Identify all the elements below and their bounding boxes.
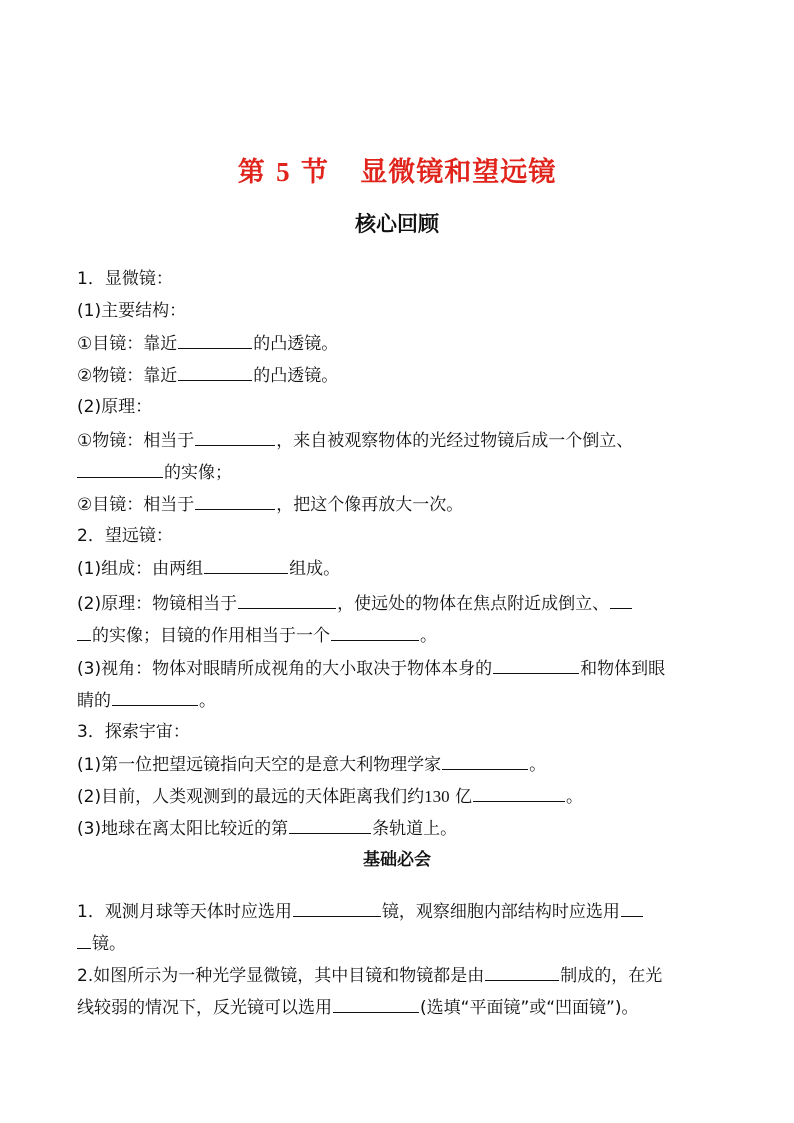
answer-blank[interactable] <box>442 753 528 770</box>
q1-principle-objective-line <box>77 429 633 452</box>
answer-blank[interactable] <box>473 785 565 802</box>
q1-objective-tail: 的凸透镜。 <box>253 366 339 386</box>
answer-blank[interactable] <box>77 932 91 949</box>
q3-orbit-text: (3)地球在离太阳比较近的第 <box>77 819 289 839</box>
answer-blank[interactable] <box>178 364 252 381</box>
q2-principle-line <box>77 592 633 615</box>
basic-q1-tail: 镜。 <box>92 934 126 954</box>
answer-blank[interactable] <box>485 964 559 981</box>
q3-distance-unit: 亿 <box>455 787 472 807</box>
q2-visual-angle-text: (3)视角：物体对眼睛所成视角的大小取决于物体本身的 <box>77 659 493 679</box>
basic-q1-line <box>77 900 644 923</box>
q2-principle-cont-text: 的实像；目镜的作用相当于一个 <box>92 626 330 646</box>
q2-visual-angle-tail: 和物体到眼 <box>580 659 666 679</box>
q3-distance-number: 130 <box>424 787 450 806</box>
q1-heading: 1．显微镜： <box>77 269 173 289</box>
basic-q1-text: 1．观测月球等天体时应选用 <box>77 902 292 922</box>
q2-principle-cont-tail: 。 <box>420 626 437 646</box>
q2-visual-angle-cont <box>77 689 216 712</box>
title-suffix: 节 <box>301 157 330 188</box>
q3-orbit-tail: 条轨道上。 <box>372 819 458 839</box>
q2-heading: 2．望远镜： <box>77 526 173 546</box>
section-heading-core: 核心回顾 <box>355 212 439 236</box>
q1-principle-objective-cont <box>77 461 232 484</box>
basic-q1-mid: 镜，观察细胞内部结构时应选用 <box>381 902 620 922</box>
basic-q2-cont-tail: (选填“平面镜”或“凹面镜”)。 <box>420 998 639 1018</box>
answer-blank[interactable] <box>621 900 643 917</box>
answer-blank[interactable] <box>204 557 288 574</box>
answer-blank[interactable] <box>238 592 336 609</box>
answer-blank[interactable] <box>112 689 198 706</box>
title-number: 5 <box>276 157 291 187</box>
q1-eyepiece-tail: 的凸透镜。 <box>253 334 339 354</box>
q2-composition-line <box>77 557 340 580</box>
q3-distance-tail: 。 <box>566 787 583 807</box>
title-name: 显微镜和望远镜 <box>360 157 557 188</box>
answer-blank[interactable] <box>77 624 91 641</box>
q3-heading: 3．探索宇宙： <box>77 722 190 742</box>
q3-galileo-line <box>77 753 546 776</box>
q3-orbit-line <box>77 817 457 840</box>
q1-objective-line <box>77 364 338 387</box>
q1-principle-objective-text: ①物镜：相当于 <box>77 431 195 451</box>
basic-q2-cont-text: 线较弱的情况下，反光镜可以选用 <box>77 998 332 1018</box>
q1-eyepiece-text: ①目镜：靠近 <box>77 334 178 354</box>
answer-blank[interactable] <box>331 624 419 641</box>
answer-blank[interactable] <box>195 429 275 446</box>
basic-q2-text: 2.如图所示为一种光学显微镜，其中目镜和物镜都是由 <box>77 966 485 986</box>
answer-blank[interactable] <box>289 817 371 834</box>
q2-principle-tail: ，使远处的物体在焦点附近成倒立、 <box>337 594 610 614</box>
answer-blank[interactable] <box>610 592 632 609</box>
section-heading-basic: 基础必会 <box>363 850 431 870</box>
q2-principle-cont <box>77 624 437 647</box>
q1-2-heading: (2)原理： <box>77 397 153 417</box>
q1-1-heading: (1)主要结构： <box>77 301 187 321</box>
q3-distance-text: (2)目前，人类观测到的最远的天体距离我们约 <box>77 787 425 807</box>
basic-q2-mid: 制成的，在光 <box>560 966 663 986</box>
q1-principle-eyepiece-text: ②目镜：相当于 <box>77 495 195 515</box>
q1-objective-text: ②物镜：靠近 <box>77 366 178 386</box>
basic-q2-cont <box>77 996 639 1019</box>
title-prefix: 第 <box>237 157 266 188</box>
answer-blank[interactable] <box>77 461 163 478</box>
q3-distance-line <box>77 785 583 808</box>
q2-visual-angle-cont-text: 睛的 <box>77 691 111 711</box>
page-title <box>0 150 794 189</box>
q2-composition-tail: 组成。 <box>289 559 341 579</box>
q2-visual-angle-line <box>77 657 665 680</box>
q2-principle-text: (2)原理：物镜相当于 <box>77 594 238 614</box>
q2-composition-text: (1)组成：由两组 <box>77 559 204 579</box>
q3-galileo-text: (1)第一位把望远镜指向天空的是意大利物理学家 <box>77 755 442 775</box>
q1-eyepiece-line <box>77 332 338 355</box>
q2-visual-angle-cont-tail: 。 <box>199 691 216 711</box>
q1-principle-eyepiece-line <box>77 493 463 516</box>
answer-blank[interactable] <box>178 332 252 349</box>
q1-principle-objective-tail: ，来自被观察物体的光经过物镜后成一个倒立、 <box>276 431 634 451</box>
answer-blank[interactable] <box>333 996 419 1013</box>
basic-q1-cont <box>77 932 126 955</box>
answer-blank[interactable] <box>493 657 579 674</box>
answer-blank[interactable] <box>293 900 381 917</box>
answer-blank[interactable] <box>195 493 275 510</box>
q3-galileo-tail: 。 <box>529 755 547 775</box>
q1-real-image-text: 的实像； <box>164 463 232 483</box>
q1-principle-eyepiece-tail: ，把这个像再放大一次。 <box>276 495 464 515</box>
basic-q2-line <box>77 964 662 987</box>
